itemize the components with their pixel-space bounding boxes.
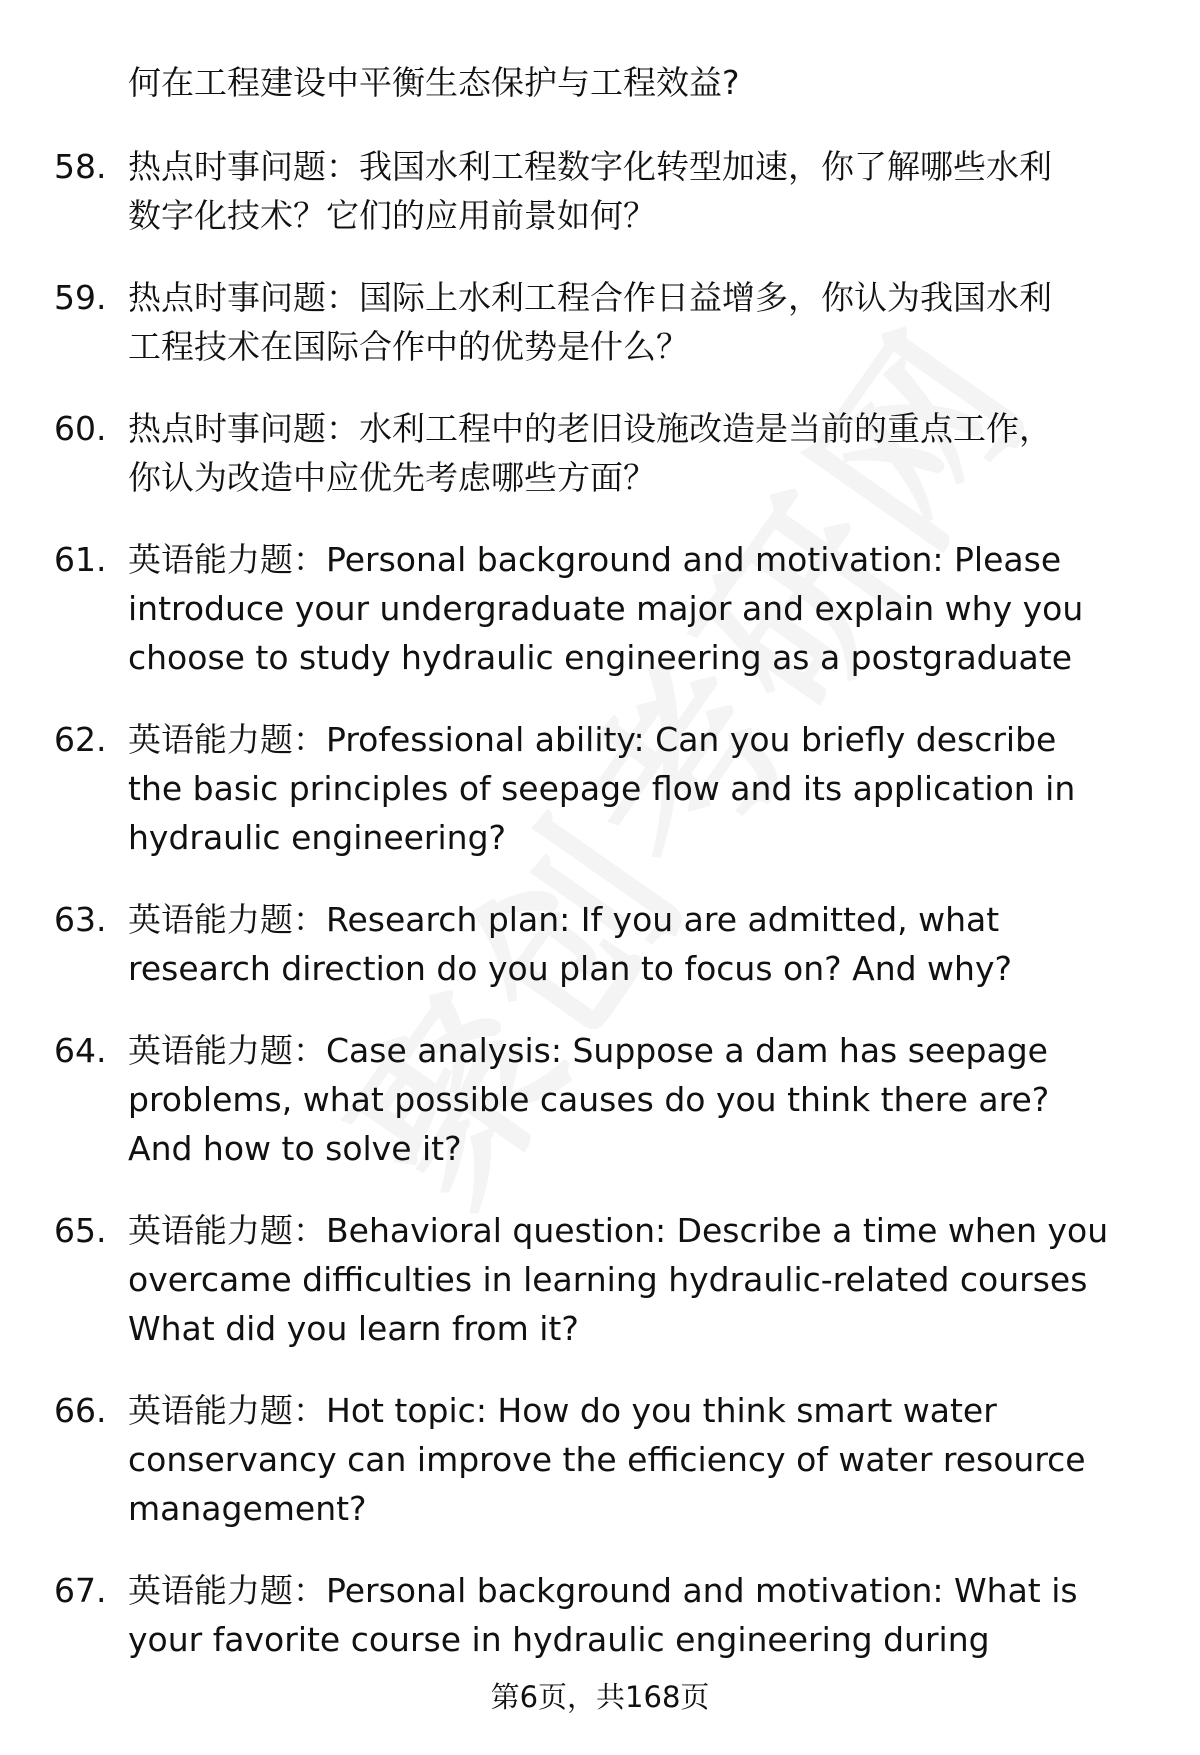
question-number: 59. <box>54 278 107 317</box>
question-number: 60. <box>54 409 107 448</box>
question-number: 62. <box>54 720 107 759</box>
question-text <box>128 1386 1174 1533</box>
question-text-line: your favorite course in hydraulic engineering during <box>128 1620 990 1659</box>
question-text-line: the basic principles of seepage flow and its application in <box>128 769 1076 808</box>
question-text-line: research direction do you plan to focus on? And why? <box>128 949 1013 988</box>
question-text <box>128 1206 1174 1353</box>
question-item <box>54 895 1174 993</box>
question-text-line: What did you learn from it? <box>128 1309 579 1348</box>
question-text-line: hydraulic engineering? <box>128 818 507 857</box>
page-footer: 第6页，共168页 <box>490 1680 710 1714</box>
question-text <box>128 142 1174 240</box>
question-item <box>54 142 1174 240</box>
continuation-text: 何在工程建设中平衡生态保护与工程效益? <box>128 63 740 102</box>
question-text <box>128 895 1174 993</box>
question-text-line: 英语能力题：Behavioral question: Describe a time when you <box>128 1211 1109 1250</box>
question-text-line: management? <box>128 1489 367 1528</box>
question-text <box>128 404 1174 502</box>
question-text-line: 英语能力题：Professional ability: Can you briefly describe <box>128 720 1057 759</box>
question-text-line: 英语能力题：Personal background and motivation: What is <box>128 1571 1078 1610</box>
question-list <box>54 142 1174 1697</box>
question-text <box>128 1026 1174 1173</box>
question-number: 64. <box>54 1031 107 1070</box>
question-text <box>128 273 1174 371</box>
question-text <box>128 535 1174 682</box>
question-number: 66. <box>54 1391 107 1430</box>
question-text-line: 英语能力题：Personal background and motivation: Please <box>128 540 1062 579</box>
question-text <box>128 1566 1174 1664</box>
question-text-line: 热点时事问题：我国水利工程数字化转型加速，你了解哪些水利 <box>128 147 1052 186</box>
question-text-line: overcame difficulties in learning hydraulic-related courses <box>128 1260 1088 1299</box>
question-text-line: And how to solve it? <box>128 1129 462 1168</box>
question-item <box>54 404 1174 502</box>
question-number: 63. <box>54 900 107 939</box>
question-text-line: 你认为改造中应优先考虑哪些方面？ <box>128 458 656 497</box>
question-text-line: 英语能力题：Hot topic: How do you think smart water <box>128 1391 997 1430</box>
question-item <box>54 1386 1174 1533</box>
question-number: 65. <box>54 1211 107 1250</box>
question-text <box>128 715 1174 862</box>
question-text-line: 英语能力题：Research plan: If you are admitted, what <box>128 900 1000 939</box>
question-text-line: choose to study hydraulic engineering as a postgraduate <box>128 638 1073 677</box>
question-number: 58. <box>54 147 107 186</box>
question-item <box>54 1026 1174 1173</box>
question-text-line: 热点时事问题：水利工程中的老旧设施改造是当前的重点工作， <box>128 409 1052 448</box>
question-text-line: 热点时事问题：国际上水利工程合作日益增多，你认为我国水利 <box>128 278 1052 317</box>
question-text-line: introduce your undergraduate major and explain why you <box>128 589 1084 628</box>
question-number: 67. <box>54 1571 107 1610</box>
question-item <box>54 715 1174 862</box>
question-text-line: 英语能力题：Case analysis: Suppose a dam has seepage <box>128 1031 1048 1070</box>
question-number: 61. <box>54 540 107 579</box>
question-text-line: problems, what possible causes do you think there are? <box>128 1080 1050 1119</box>
question-item <box>54 273 1174 371</box>
question-text-line: conservancy can improve the efficiency of water resource <box>128 1440 1086 1479</box>
question-text-line: 数字化技术？它们的应用前景如何？ <box>128 196 656 235</box>
question-item <box>54 1566 1174 1664</box>
question-item <box>54 535 1174 682</box>
question-text-line: 工程技术在国际合作中的优势是什么？ <box>128 327 689 366</box>
question-item <box>54 1206 1174 1353</box>
